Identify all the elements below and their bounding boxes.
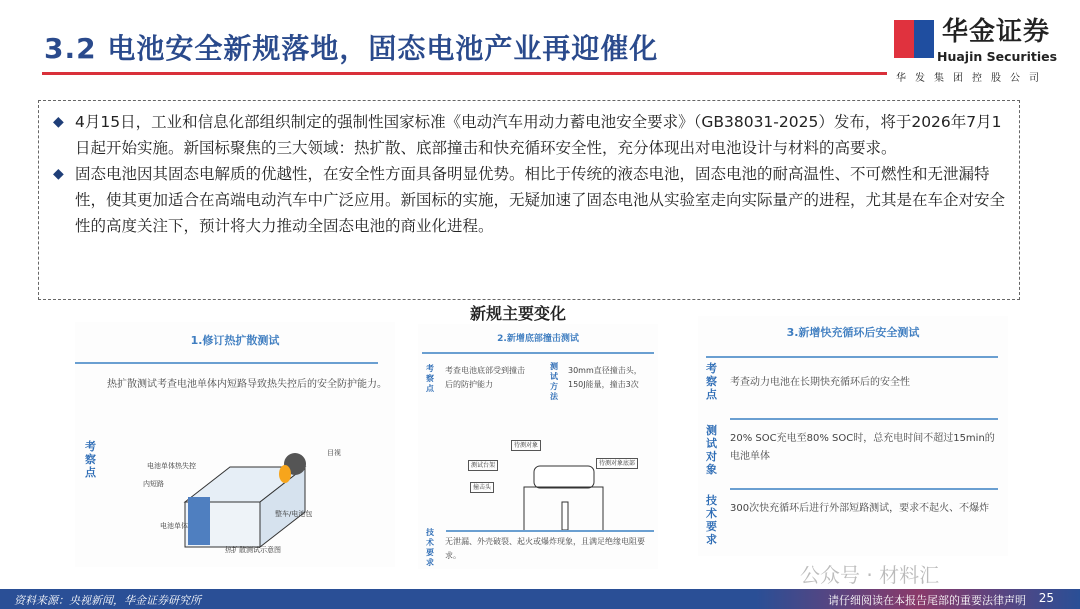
diagram-label: 目视 (327, 449, 341, 457)
divider (730, 488, 998, 490)
logo-sub: 华发集团控股公司 (896, 73, 1048, 84)
figure-title: 新规主要变化 (470, 304, 567, 323)
diamond-bullet-icon: ◆ (53, 166, 64, 182)
diagram-label: 电池单体热失控 (147, 462, 196, 470)
title-underline (42, 72, 887, 75)
diagram-caption: 热扩散测试示意图 (225, 546, 281, 554)
bullet-text: 4月15日，工业和信息化部组织制定的强制性国家标准《电动汽车用动力蓄电池安全要求》（GB38031-2025）发布，将于2026年7月1日起开始实施。新国标聚焦的三大领域：热扩散、底部撞击和快充循环安全性，充分体现出对电池设计与材料的高要求。 (75, 113, 1002, 157)
summary-box (38, 100, 1020, 300)
panel-title: 3.新增快充循环后安全测试 (786, 326, 920, 339)
panel-title: 2.新增底部撞击测试 (497, 334, 579, 344)
bullet-item (53, 161, 1005, 239)
diagram-label: 撞击头 (470, 482, 494, 493)
panel-label: 技术要求 (426, 528, 434, 567)
thermal-diagram (135, 442, 375, 552)
battery-cells (188, 497, 210, 545)
panel-text: 300次快充循环后进行外部短路测试，要求不起火、不爆炸 (730, 503, 990, 514)
panel-thermal (75, 322, 395, 567)
bullet-text: 固态电池因其固态电解质的优越性，在安全性方面具备明显优势。相比于传统的液态电池，固态电池的耐高温性、不可燃性和无泄漏特性，使其更加适合在高端电动汽车中广泛应用。新国标的实施，无疑加速了固态电池从实验室走向实际量产的进程，尤其是在车企对安全性的高度关注下，预计将大力推动全固态电池的商业化进程。 (75, 165, 1006, 235)
diagram-label: 内短路 (143, 480, 164, 488)
panel-text: 20% SOC充电至80% SOC时，总充电时间不超过15min的电池单体 (730, 433, 995, 462)
watermark: 公众号 · 材料汇 (800, 563, 940, 587)
logo-cn: 华金证券 (942, 17, 1051, 47)
panel-label: 考察点 (426, 364, 434, 393)
panel-text: 考查电池底部受到撞击后的防护能力 (445, 366, 525, 389)
page-number: 25 (1038, 591, 1054, 605)
divider (75, 362, 378, 364)
panel-label: 测试方法 (550, 362, 558, 401)
panel-fast-charge (698, 316, 1008, 556)
panel-text: 考查动力电池在长期快充循环后的安全性 (730, 377, 910, 388)
bullet-item (53, 109, 1005, 161)
diamond-bullet-icon: ◆ (53, 114, 64, 130)
panel-label: 测试对象 (706, 424, 717, 476)
source-note: 资料来源：央视新闻，华金证券研究所 (14, 594, 201, 607)
divider (730, 418, 998, 420)
divider (706, 356, 998, 358)
page-title: 3.2 电池安全新规落地，固态电池产业再迎催化 (44, 32, 659, 65)
diagram-label: 测试台架 (468, 460, 498, 471)
fire-icon (279, 465, 291, 483)
panel-text: 无泄漏、外壳破裂、起火或爆炸现象，且满足绝缘电阻要求。 (445, 537, 645, 560)
diagram-label: 待测对象底部 (596, 458, 638, 469)
divider (422, 352, 654, 354)
panel-desc: 热扩散测试考查电池单体内短路导致热失控后的安全防护能力。 (107, 379, 387, 390)
panel-bottom-impact (418, 324, 658, 569)
impact-diagram (478, 442, 618, 530)
panel-label: 考察点 (85, 440, 96, 479)
company-logo (892, 18, 1077, 90)
logo-en: Huajin Securities (937, 49, 1058, 64)
footer-bar (0, 589, 1080, 609)
panel-label: 考察点 (706, 362, 717, 401)
panel-text: 30mm直径撞击头，150J能量，撞击3次 (568, 366, 642, 389)
diagram-label: 电池单体 (160, 522, 188, 530)
panel-title: 1.修订热扩散测试 (190, 334, 280, 347)
diagram-label: 整车/电池包 (275, 510, 313, 518)
disclaimer-note: 请仔细阅读在本报告尾部的重要法律声明 (828, 594, 1026, 607)
diagram-label: 待测对象 (511, 440, 541, 451)
divider (446, 530, 654, 532)
panel-label: 技术要求 (706, 494, 717, 546)
logo-icon (894, 20, 934, 58)
